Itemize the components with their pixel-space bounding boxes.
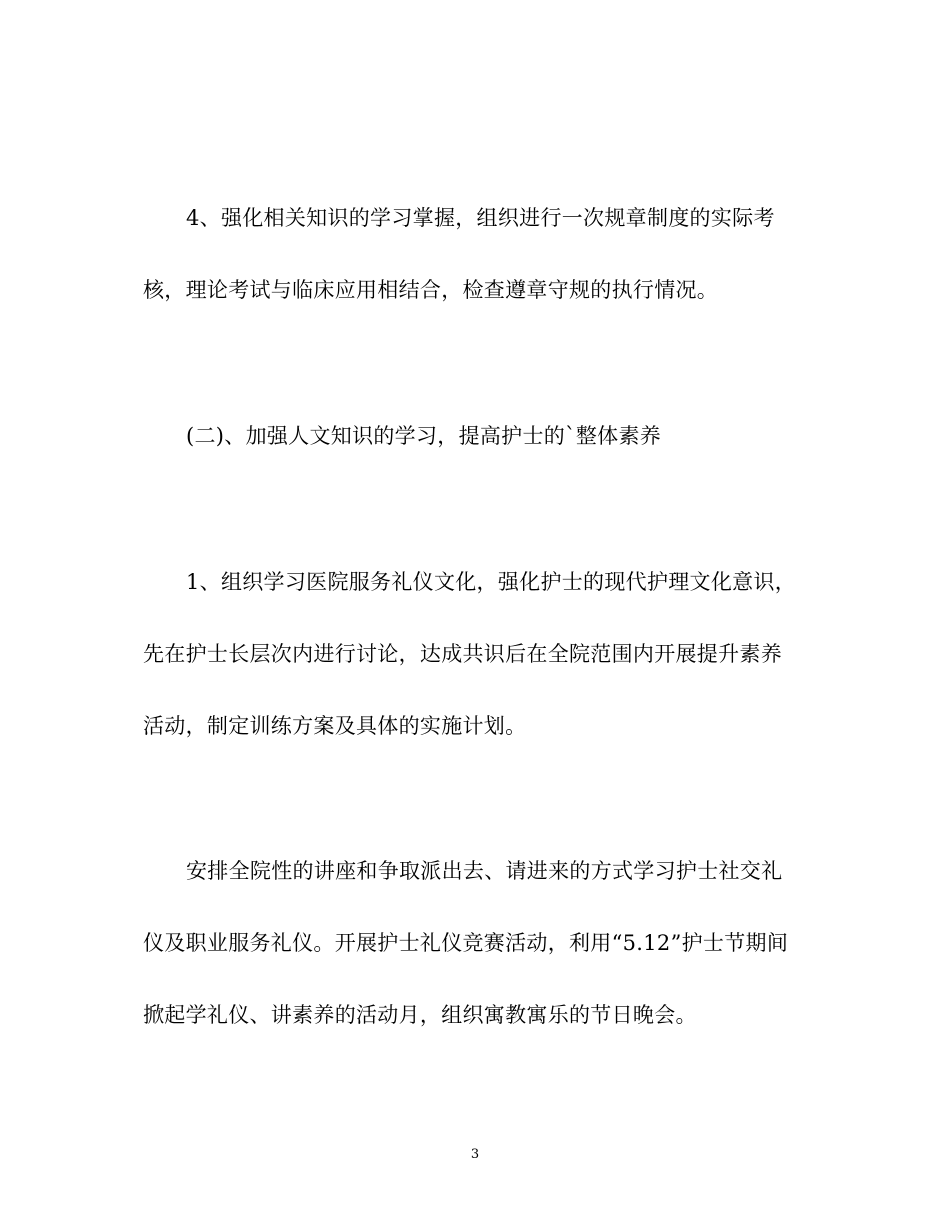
paragraph-item-1-line-2: 先在护士长层次内进行讨论，达成共识后在全院范围内开展提升素养 [143, 642, 782, 666]
paragraph-item-1-line-1: 1、组织学习医院服务礼仪文化，强化护士的现代护理文化意识， [186, 570, 797, 594]
paragraph-item-4-line-1: 4、强化相关知识的学习掌握，组织进行一次规章制度的实际考 [186, 206, 775, 230]
paragraph-etiquette-line-2: 仪及职业服务礼仪。开展护士礼仪竞赛活动，利用“5.12”护士节期间 [143, 931, 789, 955]
paragraph-item-4-line-2: 核，理论考试与临床应用相结合，检查遵章守规的执行情况。 [143, 278, 719, 302]
paragraph-item-1-line-3: 活动，制定训练方案及具体的实施计划。 [143, 714, 527, 738]
paragraph-etiquette-line-1: 安排全院性的讲座和争取派出去、请进来的方式学习护士社交礼 [186, 859, 783, 883]
page-number: 3 [470, 1147, 480, 1162]
paragraph-etiquette-line-3: 掀起学礼仪、讲素养的活动月，组织寓教寓乐的节日晚会。 [143, 1003, 697, 1027]
section-heading-2: (二)、加强人文知识的学习，提高护士的`整体素养 [186, 424, 662, 448]
